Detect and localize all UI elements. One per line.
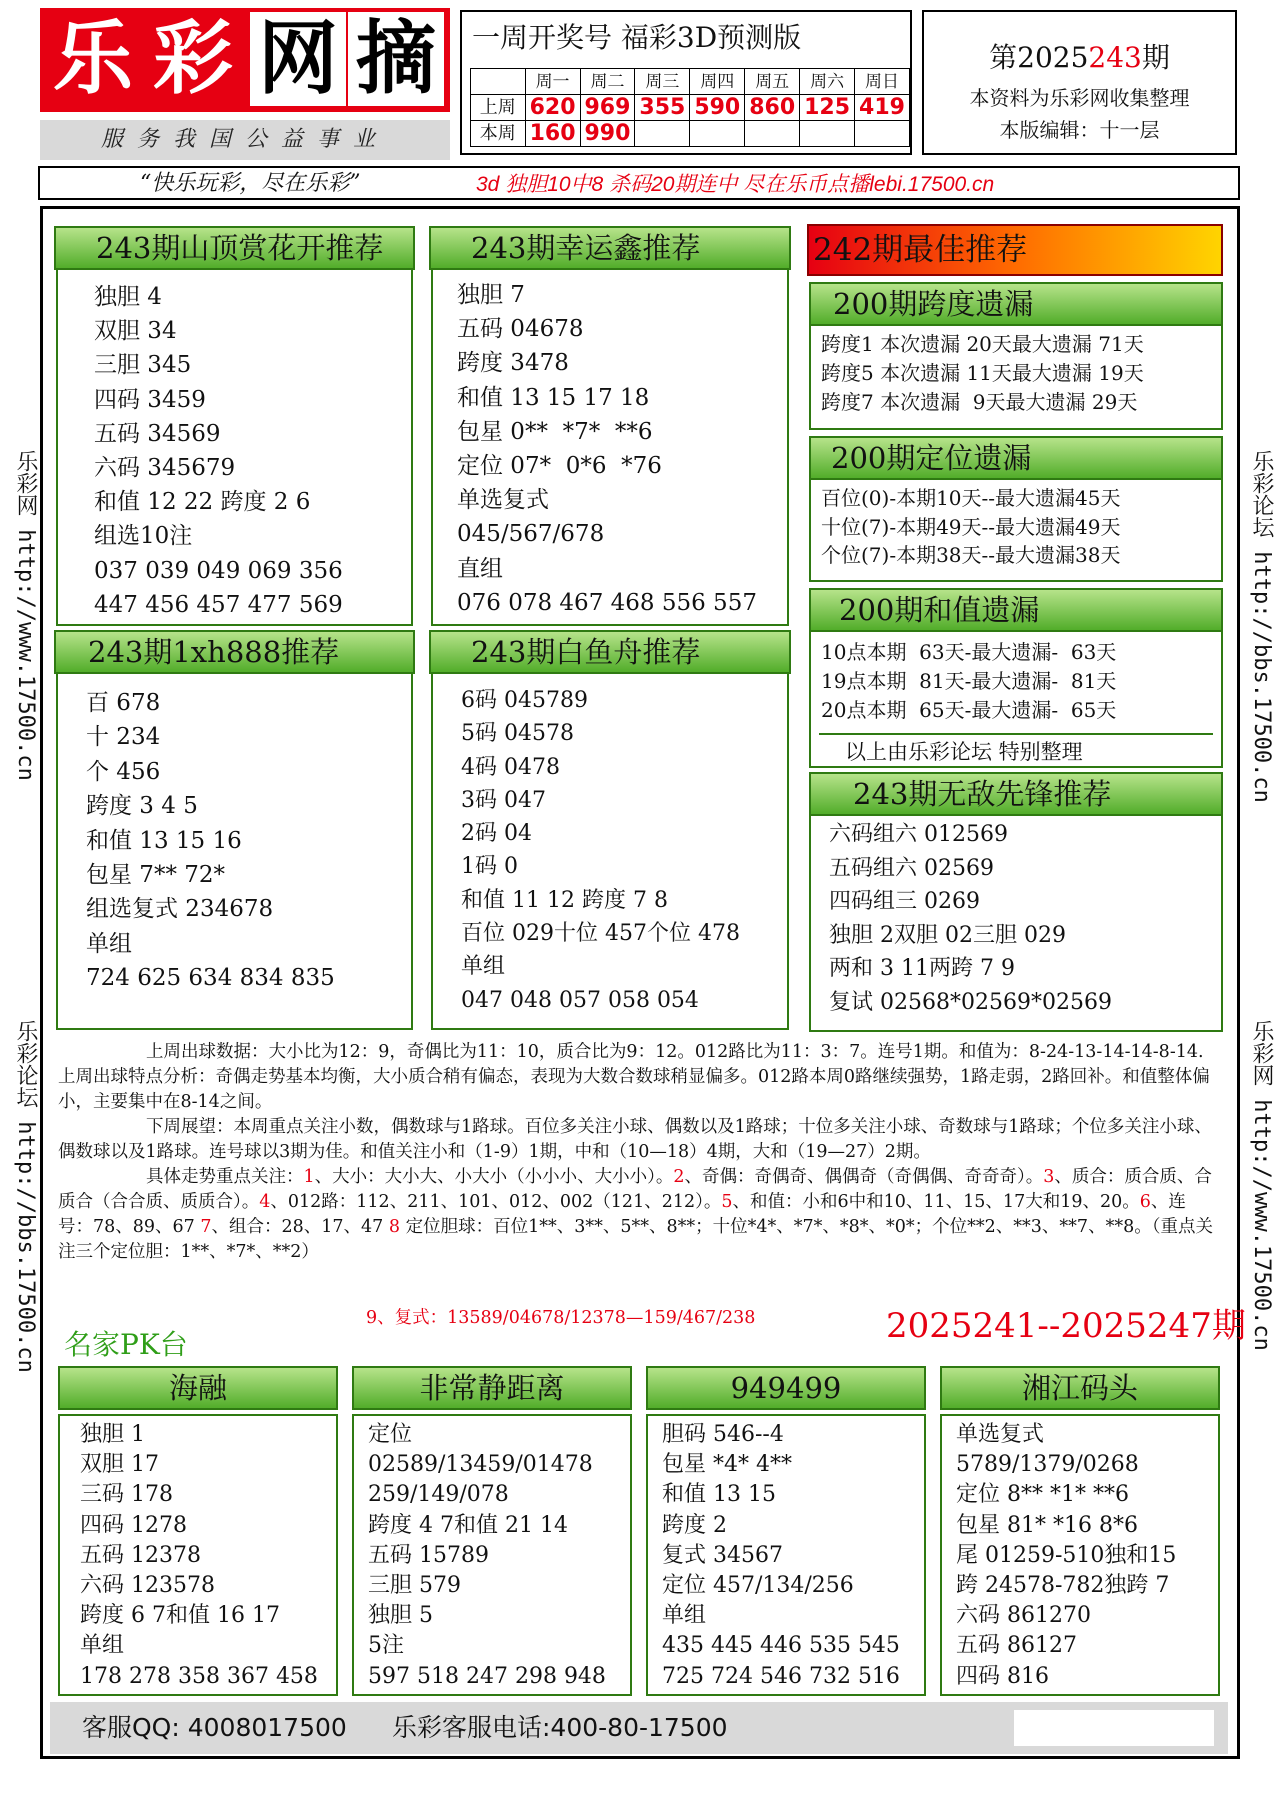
day-header: 周三 <box>635 69 690 95</box>
panel-line: 双胆 17 <box>80 1452 159 1478</box>
panel-line: 259/149/078 <box>368 1482 509 1508</box>
draw-number: 590 <box>690 95 745 121</box>
panel-line: 单选复式 <box>457 487 549 514</box>
panel-line: 五码 04678 <box>457 316 584 343</box>
side-link-right-top[interactable]: 乐彩论坛 http://bbs.17500.cn <box>1249 450 1274 803</box>
draw-number: 419 <box>855 95 910 121</box>
draw-number: 620 <box>525 95 580 121</box>
panel-line: 定位 07* 0*6 *76 <box>457 453 662 480</box>
panel-line: 组选复式 234678 <box>86 896 274 923</box>
issue-note: 本资料为乐彩网收集整理 <box>969 86 1190 110</box>
panel-line: 胆码 546--4 <box>662 1422 784 1447</box>
compound-line: 9、复式：13589/04678/12378—159/467/238 <box>366 1308 756 1328</box>
draw-number: 160 <box>525 121 580 147</box>
day-header: 周五 <box>745 69 800 95</box>
panel-line: 五码 86127 <box>956 1633 1077 1659</box>
analysis-paragraph: 具体走势重点关注：1、大小：大小大、小大小（小小小、大小小）。2、奇偶：奇偶奇、偶偶奇（奇偶偶、奇奇奇）。3、质合：质合质、合质合（合合质、质质合）。4、012路：112、211、101、012、002（121、212）。5、和值：小和6中和10、11、15、17大和19、20。6、连号：78、89、67 7、组合：28、17、47 8 定位胆球：百位1**、3**、5**、8**；十位*4*、*7*、*8*、*0*；个位**2、**3、**7、**8。（重点关注三个定位胆：1**、*7*、**2） <box>58 1167 1213 1262</box>
panel-line: 尾 01259-510独和15 <box>956 1542 1177 1568</box>
panel-line: 跨度 3478 <box>457 350 569 377</box>
panel-line: 四码 3459 <box>94 386 206 413</box>
panel-line: 包星 81* *16 8*6 <box>956 1512 1138 1538</box>
pk-title-2: 非常静距离 <box>352 1366 632 1410</box>
panel-title-1xh888: 243期1xh888推荐 <box>54 630 415 674</box>
draw-table <box>470 68 910 147</box>
panel-line: 复式 34567 <box>662 1542 783 1568</box>
banner-promo-link[interactable]: 3d 独胆10中8 杀码20期连中 尽在乐币点播lebi.17500.cn <box>476 173 995 196</box>
panel-line: 跨 24578-782独跨 7 <box>956 1573 1170 1599</box>
panel-line: 6码 045789 <box>461 688 588 713</box>
analysis-paragraph: 下周展望：本周重点关注小数，偶数球与1路球。百位多关注小球、偶数以及1路球；十位多关注小球、奇数球与1路球；个位多关注小球、偶数球以及1路球。连号球以3期为佳。和值关注小和（1-9）1期，中和（10—18）4期，大和（19—27）2期。 <box>58 1117 1212 1162</box>
panel-line: 包星 7** 72* <box>86 862 226 889</box>
panel-line: 5注 <box>368 1633 404 1659</box>
panel-line: 447 456 457 477 569 <box>94 591 343 618</box>
panel-line: 单组 <box>461 954 506 980</box>
pk-column-1 <box>58 1414 338 1696</box>
panel-line: 独胆 5 <box>368 1603 433 1629</box>
weekly-draw-box <box>460 10 912 155</box>
panel-line: 个 456 <box>86 758 161 785</box>
panel-title-wudi: 243期无敌先锋推荐 <box>809 772 1223 816</box>
draw-number <box>635 121 690 147</box>
panel-line: 独胆 7 <box>457 282 525 308</box>
panel-line: 单组 <box>662 1603 707 1629</box>
panel-title-sum-miss: 200期和值遗漏 <box>809 588 1223 632</box>
panel-line: 独胆 4 <box>94 284 162 310</box>
panel-line: 独胆 1 <box>80 1422 145 1447</box>
panel-line: 个位(7)-本期38天--最大遗漏38天 <box>821 543 1121 567</box>
panel-line: 独胆 2双胆 02三胆 029 <box>829 922 1066 948</box>
this-week-row <box>471 121 910 147</box>
panel-line: 435 445 446 535 545 <box>662 1633 900 1659</box>
customer-phone[interactable]: 乐彩客服电话:400-80-17500 <box>392 1713 728 1742</box>
panel-line: 三胆 345 <box>94 352 192 379</box>
panel-line: 十位(7)-本期49天--最大遗漏49天 <box>821 514 1121 539</box>
footer-blank-box <box>1014 1710 1214 1746</box>
panel-line: 076 078 467 468 556 557 <box>457 589 757 616</box>
panel-line: 百位(0)-本期10天--最大遗漏45天 <box>821 486 1121 510</box>
panel-line: 2码 04 <box>461 821 532 847</box>
panel-line: 和值 12 22 跨度 2 6 <box>94 489 311 516</box>
panel-line: 五码 12378 <box>80 1542 201 1568</box>
day-header: 周二 <box>580 69 635 95</box>
panel-line: 四码组三 0269 <box>829 889 980 915</box>
panel-line: 六码组六 012569 <box>829 822 1008 847</box>
panel-line: 四码 1278 <box>80 1512 187 1538</box>
trend-analysis <box>58 1040 1220 1265</box>
panel-line: 六码 345679 <box>94 455 236 482</box>
side-link-left-top[interactable]: 乐彩网 http://www.17500.cn <box>13 450 38 781</box>
panel-xingyunxin <box>431 266 789 626</box>
panel-sum-miss <box>809 626 1223 768</box>
panel-line: 4码 0478 <box>461 754 560 780</box>
panel-line: 跨度 4 7和值 21 14 <box>368 1512 568 1538</box>
panel-line: 3码 047 <box>461 787 546 813</box>
panel-line: 包星 0** *7* **6 <box>457 418 653 445</box>
logo-slogan: 服务我国公益事业 <box>40 120 450 160</box>
panel-line: 十 234 <box>86 724 161 751</box>
best-recommend-title: 242期最佳推荐 <box>807 224 1223 276</box>
panel-line: 包星 *4* 4** <box>662 1452 792 1478</box>
pk-title-4: 湘江码头 <box>940 1366 1220 1410</box>
logo-char-1: 乐 <box>53 12 133 105</box>
panel-line: 和值 13 15 16 <box>86 827 242 854</box>
panel-line: 跨度7 本次遗漏 9天最大遗漏 29天 <box>821 390 1138 414</box>
panel-line: 19点本期 81天-最大遗漏- 81天 <box>821 669 1117 693</box>
draw-number: 990 <box>580 121 635 147</box>
banner-quote: “快乐玩彩，尽在乐彩” <box>140 171 361 196</box>
draw-number: 125 <box>800 95 855 121</box>
panel-title-xingyunxin: 243期幸运鑫推荐 <box>429 226 791 270</box>
issue-title: 第2025243期 <box>989 41 1170 74</box>
panel-line: 直组 <box>457 555 503 582</box>
panel-line: 百 678 <box>86 690 161 716</box>
draw-header-row <box>471 69 910 95</box>
panel-line: 跨度1 本次遗漏 20天最大遗漏 71天 <box>821 332 1144 356</box>
customer-qq[interactable]: 客服QQ: 4008017500 <box>82 1713 347 1742</box>
panel-title-shanding: 243期山顶赏花开推荐 <box>54 226 415 270</box>
panel-position-miss <box>809 474 1223 582</box>
panel-line: 20点本期 65天-最大遗漏- 65天 <box>821 698 1117 722</box>
panel-baiyuzhou <box>431 670 789 1030</box>
logo-char-3: 网 <box>250 12 346 106</box>
panel-line: 六码 861270 <box>956 1603 1091 1629</box>
panel-line: 5789/1379/0268 <box>956 1452 1139 1478</box>
panel-shanding <box>56 266 413 626</box>
draw-number: 860 <box>745 95 800 121</box>
row-label: 本周 <box>471 121 526 147</box>
panel-line: 跨度5 本次遗漏 11天最大遗漏 19天 <box>821 361 1144 385</box>
day-header: 周一 <box>525 69 580 95</box>
pk-title-3: 949499 <box>646 1366 926 1410</box>
issue-box <box>922 10 1237 155</box>
panel-line: 定位 457/134/256 <box>662 1573 854 1599</box>
promo-banner[interactable] <box>38 166 1240 200</box>
day-header: 周四 <box>690 69 745 95</box>
panel-line: 724 625 634 834 835 <box>86 965 335 992</box>
footer-bar <box>50 1702 1228 1754</box>
panel-line: 725 724 546 732 516 <box>662 1663 900 1689</box>
panel-line: 045/567/678 <box>457 521 605 548</box>
logo-char-2: 彩 <box>153 12 233 105</box>
draw-number <box>690 121 745 147</box>
panel-title-position-miss: 200期定位遗漏 <box>809 436 1223 480</box>
panel-line: 定位 8** *1* **6 <box>956 1482 1129 1508</box>
analysis-paragraph: 上周出球数据：大小比为12：9，奇偶比为11：10，质合比为9：12。012路比为11：3：7。连号1期。和值为：8-24-13-14-14-8-14.上周出球特点分析：奇偶走势基本均衡，大小质合稍有偏态，表现为大数合数球稍显偏多。012路本周0路继续强势，1路走弱，2路回补。和值整体偏小，主要集中在8-14之间。 <box>58 1042 1210 1112</box>
panel-line: 两和 3 11两跨 7 9 <box>829 956 1015 982</box>
panel-1xh888 <box>56 670 413 1030</box>
panel-line: 复试 02568*02569*02569 <box>829 989 1112 1015</box>
panel-line: 和值 13 15 <box>662 1482 776 1508</box>
pk-section-title: 名家PK台 <box>64 1328 188 1361</box>
panel-line: 五码 34569 <box>94 420 221 447</box>
panel-line: 定位 <box>368 1422 413 1447</box>
period-range: 2025241--2025247期 <box>886 1306 1246 1346</box>
panel-line: 单组 <box>86 930 132 957</box>
panel-line: 10点本期 63天-最大遗漏- 63天 <box>821 640 1117 664</box>
issue-editor: 本版编辑：十一层 <box>999 118 1160 142</box>
side-link-right-bottom[interactable]: 乐彩网 http://www.17500.cn <box>1249 1020 1274 1351</box>
panel-line: 跨度 6 7和值 16 17 <box>80 1603 280 1629</box>
site-logo[interactable] <box>40 8 450 156</box>
draw-number <box>855 121 910 147</box>
panel-title-span-miss: 200期跨度遗漏 <box>809 282 1223 326</box>
panel-title-baiyuzhou: 243期白鱼舟推荐 <box>429 630 791 674</box>
panel-line: 双胆 34 <box>94 318 177 345</box>
panel-line: 178 278 358 367 458 <box>80 1663 318 1689</box>
sum-note: 以上由乐彩论坛 特别整理 <box>845 740 1083 764</box>
logo-char-4: 摘 <box>348 12 444 106</box>
panel-line: 和值 11 12 跨度 7 8 <box>461 887 668 913</box>
draw-number: 355 <box>635 95 690 121</box>
panel-line: 跨度 3 4 5 <box>86 793 198 820</box>
draw-number: 969 <box>580 95 635 121</box>
panel-line: 1码 0 <box>461 854 518 880</box>
pk-title-1: 海融 <box>58 1366 338 1410</box>
day-header: 周日 <box>855 69 910 95</box>
row-label: 上周 <box>471 95 526 121</box>
pk-column-4 <box>940 1414 1220 1696</box>
panel-span-miss <box>809 320 1223 430</box>
panel-line: 037 039 049 069 356 <box>94 557 343 584</box>
panel-line: 单选复式 <box>956 1422 1045 1447</box>
panel-line: 五码组六 02569 <box>829 855 994 881</box>
panel-line: 组选10注 <box>94 523 193 550</box>
panel-wudi <box>809 810 1223 1032</box>
panel-line: 百位 029十位 457个位 478 <box>461 921 740 947</box>
draw-number <box>800 121 855 147</box>
panel-line: 四码 816 <box>956 1663 1049 1689</box>
draw-number <box>745 121 800 147</box>
panel-line: 02589/13459/01478 <box>368 1452 593 1478</box>
pk-column-3 <box>646 1414 926 1696</box>
panel-line: 597 518 247 298 948 <box>368 1663 606 1689</box>
panel-line: 跨度 2 <box>662 1512 727 1538</box>
panel-line: 5码 04578 <box>461 721 574 747</box>
logo-red-band <box>40 8 450 112</box>
panel-line: 和值 13 15 17 18 <box>457 384 650 411</box>
side-link-left-bottom[interactable]: 乐彩论坛 http://bbs.17500.cn <box>13 1020 38 1373</box>
last-week-row <box>471 95 910 121</box>
panel-line: 三码 178 <box>80 1482 173 1508</box>
divider <box>819 733 1213 735</box>
panel-line: 三胆 579 <box>368 1573 461 1599</box>
day-header: 周六 <box>800 69 855 95</box>
panel-line: 五码 15789 <box>368 1542 489 1568</box>
issue-number: 243 <box>1088 41 1142 74</box>
draw-title: 一周开奖号 福彩3D预测版 <box>472 21 802 54</box>
panel-line: 六码 123578 <box>80 1573 215 1599</box>
panel-line: 047 048 057 058 054 <box>461 987 699 1013</box>
pk-column-2 <box>352 1414 632 1696</box>
panel-line: 单组 <box>80 1633 125 1659</box>
